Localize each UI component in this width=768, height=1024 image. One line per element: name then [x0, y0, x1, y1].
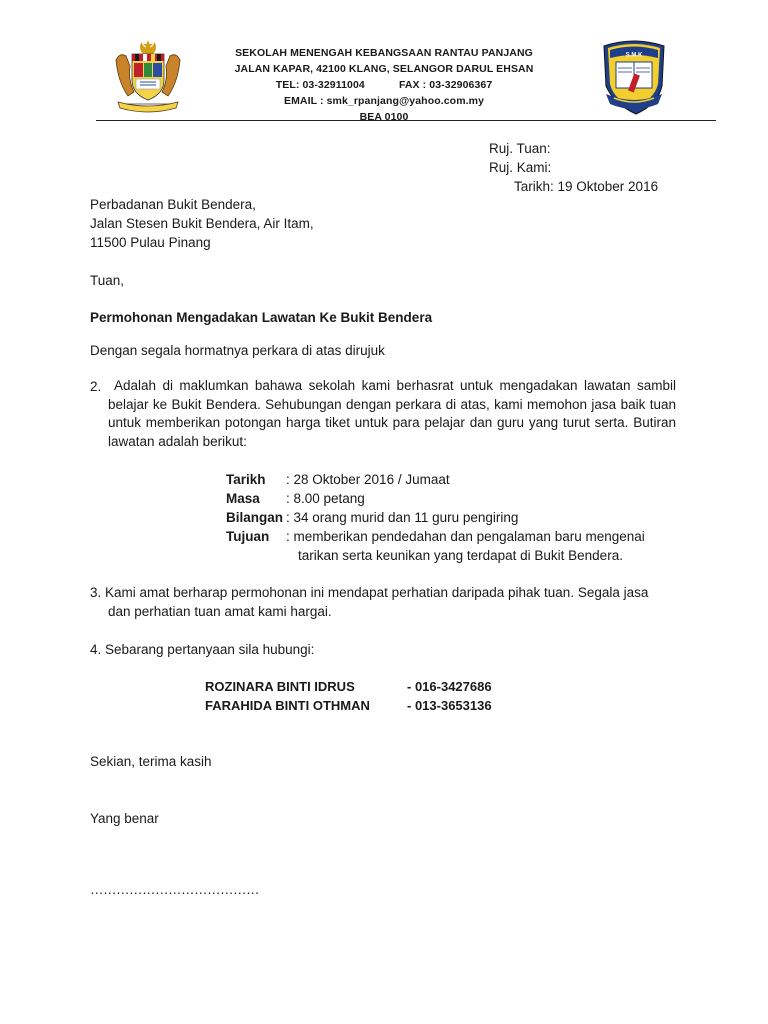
detail-row [226, 470, 645, 489]
school-fax: FAX : 03-32906367 [398, 79, 493, 91]
contact-name: ROZINARA BINTI IDRUS [205, 679, 355, 694]
contact-row [205, 677, 492, 696]
para2-number: 2. [90, 379, 102, 394]
school-contact [200, 77, 568, 93]
recipient-line-2: Jalan Stesen Bukit Bendera, Air Itam, [90, 216, 314, 231]
school-address: JALAN KAPAR, 42100 KLANG, SELANGOR DARUL EHSAN [234, 63, 534, 75]
closing: Sekian, terima kasih [90, 754, 212, 769]
signoff: Yang benar [90, 811, 159, 826]
detail-value: : memberikan pendedahan dan pengalaman baru mengenai [286, 529, 645, 544]
detail-label: Tarikh [226, 472, 266, 487]
opening-line: Dengan segala hormatnya perkara di atas dirujuk [90, 343, 385, 358]
recipient-line-1: Perbadanan Bukit Bendera, [90, 197, 256, 212]
visit-details [226, 470, 645, 565]
malaysia-coat-of-arms-icon [112, 38, 184, 114]
detail-value: : 34 orang murid dan 11 guru pengiring [286, 510, 519, 525]
school-code: BEA 0100 [359, 111, 409, 123]
detail-row [226, 508, 645, 527]
detail-row [226, 527, 645, 546]
ref-ruj-kami: Ruj. Kami: [489, 160, 552, 175]
para3-line-1: 3. Kami amat berharap permohonan ini mendapat perhatian daripada pihak tuan. Segala jasa [90, 585, 649, 600]
detail-row-continuation [226, 546, 645, 565]
detail-label: Masa [226, 491, 260, 506]
detail-value-continuation: tarikan serta keunikan yang terdapat di Bukit Bendera. [298, 548, 623, 563]
school-name: SEKOLAH MENENGAH KEBANGSAAN RANTAU PANJANG [235, 47, 533, 59]
detail-label: Tujuan [226, 529, 270, 544]
para3-line-2: dan perhatian tuan amat kami hargai. [108, 604, 332, 619]
recipient-line-3: 11500 Pulau Pinang [90, 235, 211, 250]
contact-row [205, 696, 492, 715]
ref-ruj-tuan: Ruj. Tuan: [489, 141, 551, 156]
detail-value: : 28 Oktober 2016 / Jumaat [286, 472, 450, 487]
contact-phone: - 016-3427686 [407, 679, 492, 694]
ref-tarikh: Tarikh: 19 Oktober 2016 [514, 179, 659, 194]
detail-label: Bilangan [226, 510, 284, 525]
contact-list [205, 677, 492, 715]
school-tel: TEL: 03-32911004 [275, 79, 365, 91]
school-email: EMAIL : smk_rpanjang@yahoo.com.my [283, 95, 485, 107]
detail-value: : 8.00 petang [286, 491, 365, 506]
contact-phone: - 013-3653136 [407, 698, 492, 713]
signature-line: ………………………………… [90, 882, 259, 897]
letterhead-divider [96, 120, 716, 121]
salutation: Tuan, [90, 273, 125, 288]
subject-heading: Permohonan Mengadakan Lawatan Ke Bukit Bendera [90, 310, 433, 325]
svg-text:S.M.K: S.M.K [625, 52, 643, 59]
para2-text: Adalah di maklumkan bahawa sekolah kami berhasrat untuk mengadakan lawatan sambil belajar ke Bukit Bendera. Sehubungan dengan perkara di atas, kami memohon jasa baik tuan untuk memberikan potongan harga tiket untuk para pelajar dan guru yang turut serta. Butiran lawatan adalah berikut: [108, 378, 676, 449]
contact-name: FARAHIDA BINTI OTHMAN [205, 698, 370, 713]
detail-row [226, 489, 645, 508]
para4: 4. Sebarang pertanyaan sila hubungi: [90, 642, 315, 657]
letterhead [200, 45, 568, 125]
school-crest-icon [598, 38, 670, 116]
